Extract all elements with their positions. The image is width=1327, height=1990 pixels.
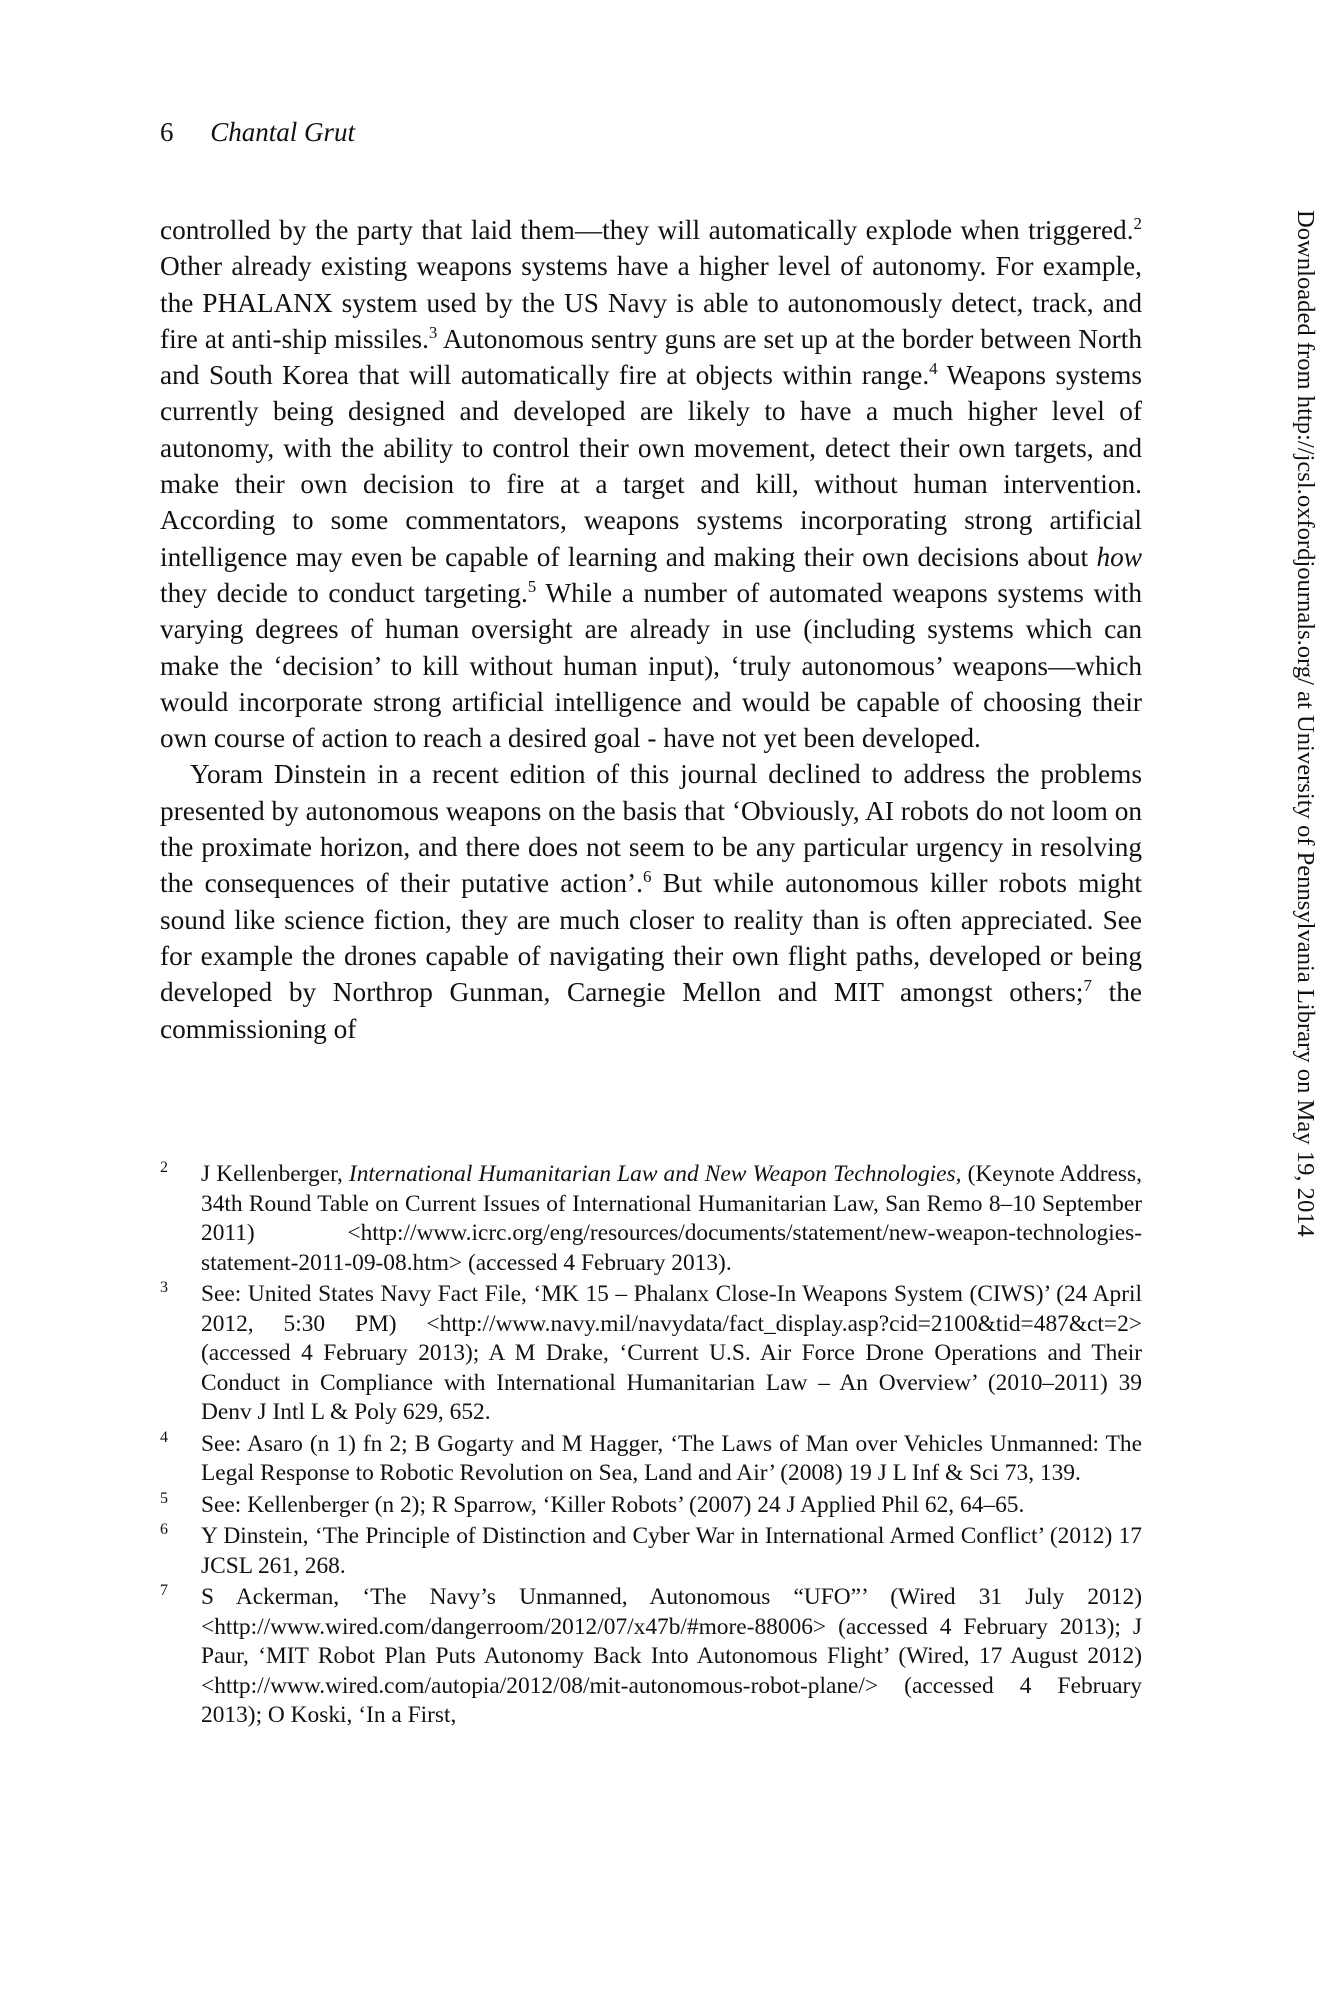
footnote-ref[interactable]: 2 xyxy=(1133,213,1142,233)
footnote-5 xyxy=(160,1491,1142,1521)
footnote-ref[interactable]: 5 xyxy=(527,576,537,596)
text-run: While a number of automated weapons systems with varying degrees of human oversight are already in use (including systems which can make the ‘decision’ to kill without human input), ‘truly autonomous’ weapons—which would incorporate strong artificial intelligence and would be capable of choosing their own course of action to reach a desired goal - have not yet been developed. xyxy=(160,577,1143,754)
footnote-4 xyxy=(160,1430,1142,1489)
text-run: they decide to conduct targeting. xyxy=(160,577,528,608)
footnote-2 xyxy=(160,1160,1142,1278)
footnote-text: See: Asaro (n 1) fn 2; B Gogarty and M Hagger, ‘The Laws of Man over Vehicles Unmanned: The Legal Response to Robotic Revolution on Sea, Land and Air’ (2008) 19 J L Inf & Sci 73, 139. xyxy=(201,1430,1142,1486)
footnote-number: 2 xyxy=(160,1159,168,1176)
emphasis: how xyxy=(1096,541,1142,572)
text-run: But while autonomous killer robots might sound like science fiction, they are much closer to reality than is often appreciated. See for example the drones capable of navigating their own flight paths, developed or being developed by Northrop Gunman, Carnegie Mellon and MIT amongst others; xyxy=(160,868,1142,1008)
text-run: Yoram Dinstein in a recent edition of this journal declined to address the problems presented by autonomous weapons on the basis that ‘Obviously, AI robots do not loom on the proximate horizon, and there does not seem to be any particular urgency in resolving the consequences of their putative action’. xyxy=(160,759,1142,899)
footnote-text: Y Dinstein, ‘The Principle of Distinction and Cyber War in International Armed Conflict’ (2012) 17 JCSL 261, 268. xyxy=(201,1523,1142,1579)
main-text xyxy=(160,212,1142,1047)
footnote-text: See: United States Navy Fact File, ‘MK 15 – Phalanx Close-In Weapons System (CIWS)’ (24 April 2012, 5:30 PM) <http://www.navy.mil/navydata/fact_display.asp?cid=2100&tid=487&ct=2> (accessed 4 February 2013); A M Drake, ‘Current U.S. Air Force Drone Operations and Their Conduct in Compliance with International Humanitarian Law – An Overview’ (2010–2011) 39 Denv J Intl L & Poly 629, 652. xyxy=(201,1281,1142,1425)
page-number: 6 xyxy=(160,117,174,147)
download-watermark: Downloaded from http://jcsl.oxfordjournals.org/ at University of Pennsylvania Library on May 19, 2014 xyxy=(1292,210,1319,1237)
paragraph-1 xyxy=(160,212,1142,756)
footnote-text: See: Kellenberger (n 2); R Sparrow, ‘Killer Robots’ (2007) 24 J Applied Phil 62, 64–65. xyxy=(201,1491,1025,1518)
footnote-number: 3 xyxy=(160,1279,168,1296)
footnote-7 xyxy=(160,1583,1142,1731)
footnote-ref[interactable]: 6 xyxy=(642,867,652,887)
footnote-ref[interactable]: 4 xyxy=(929,359,938,379)
text-run: the commissioning of xyxy=(160,977,1142,1044)
running-head-author: Chantal Grut xyxy=(210,117,356,147)
footnote-ref[interactable]: 7 xyxy=(1083,976,1092,996)
footnotes xyxy=(160,1160,1142,1733)
text-run: Autonomous sentry guns are set up at the border between North and South Korea that will automatically fire at objects within range. xyxy=(160,323,1142,391)
text-run: Weapons systems currently being designed and developed are likely to have a much higher level of autonomy, with the ability to control their own movement, detect their own targets, and make their own decision to fire at a target and kill, without human intervention. According to some commentators, weapons systems incorporating strong artificial intelligence may even be capable of learning and making their own decisions about xyxy=(160,360,1143,572)
footnote-number: 6 xyxy=(160,1521,168,1538)
footnote-number: 5 xyxy=(160,1489,168,1507)
footnote-6 xyxy=(160,1522,1142,1581)
footnote-number: 7 xyxy=(160,1582,168,1599)
text-run: Other already existing weapons systems have a higher level of autonomy. For example, the PHALANX system used by the US Navy is able to autonomously detect, track, and fire at anti-ship missiles. xyxy=(160,251,1142,354)
footnote-text: J Kellenberger, xyxy=(201,1161,349,1187)
footnote-number: 4 xyxy=(160,1428,168,1446)
text-run: controlled by the party that laid them—they will automatically explode when triggered. xyxy=(160,215,1134,245)
footnote-text: (Keynote Address, 34th Round Table on Current Issues of International Humanitarian Law, San Remo 8–10 September 2011) <http://www.icrc.org/eng/resources/documents/statement/new-weapon-technologies-statement-2011-09-08.htm> (accessed 4 February 2013). xyxy=(201,1161,1142,1276)
footnote-text: S Ackerman, ‘The Navy’s Unmanned, Autonomous “UFO”’ (Wired 31 July 2012) <http://www.wired.com/dangerroom/2012/07/x47b/#more-88006> (accessed 4 February 2013); J Paur, ‘MIT Robot Plan Puts Autonomy Back Into Autonomous Flight’ (Wired, 17 August 2012) <http://www.wired.com/autopia/2012/08/mit-autonomous-robot-plane/> (accessed 4 February 2013); O Koski, ‘In a First, xyxy=(201,1584,1142,1728)
footnote-title: International Humanitarian Law and New Weapon Technologies, xyxy=(348,1161,962,1187)
footnote-3 xyxy=(160,1280,1142,1428)
paragraph-2 xyxy=(160,756,1142,1046)
footnote-ref[interactable]: 3 xyxy=(428,322,438,342)
running-header xyxy=(160,116,355,148)
